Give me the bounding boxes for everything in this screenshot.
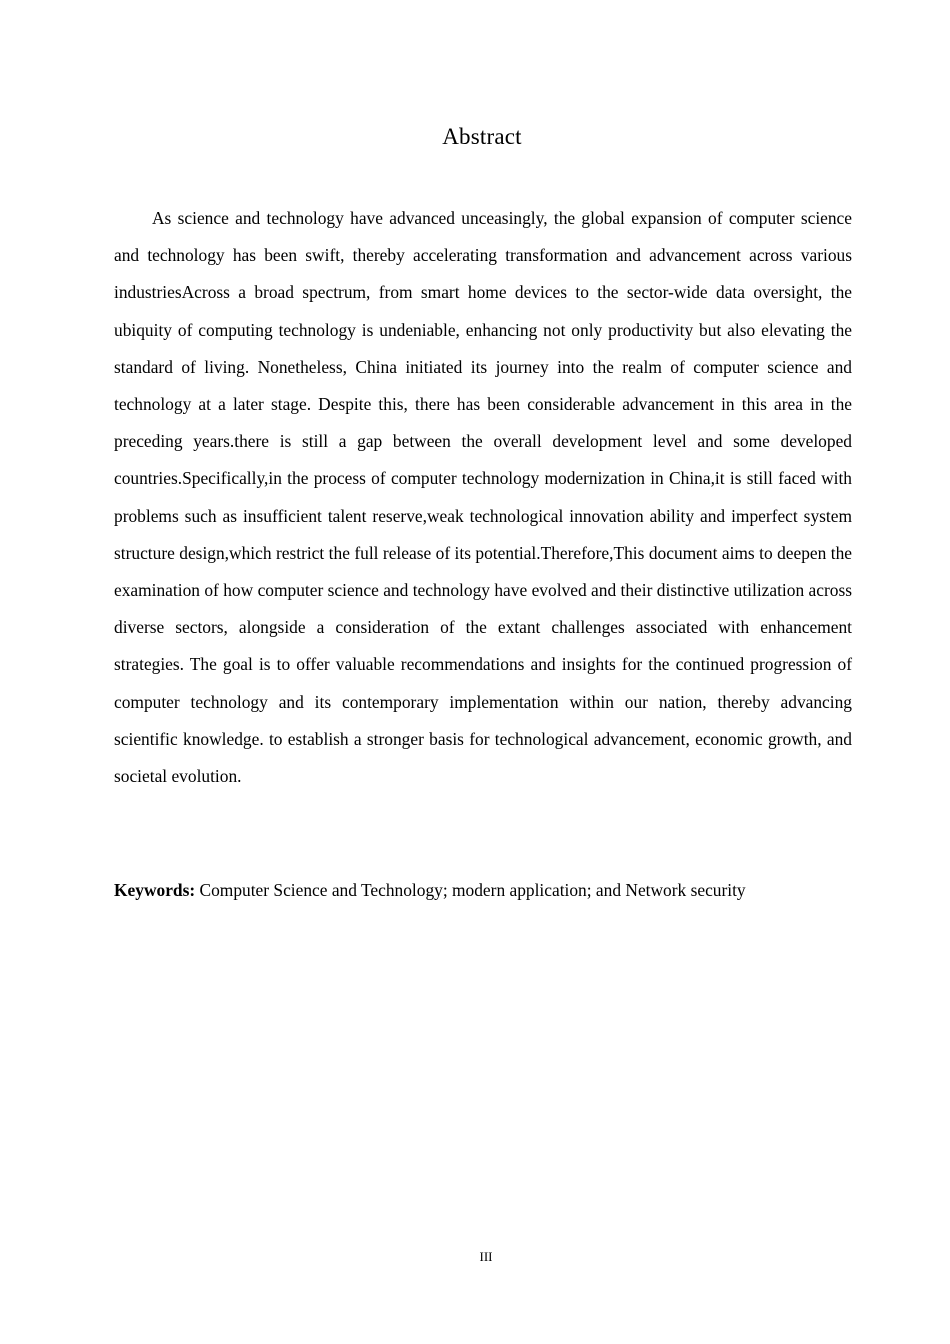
- keywords-text: Computer Science and Technology; modern application; and Network security: [199, 880, 746, 900]
- page-number: III: [479, 1249, 493, 1264]
- abstract-title: Abstract: [442, 124, 522, 149]
- keywords-line: [114, 874, 852, 906]
- keywords-label: Keywords:: [114, 880, 196, 900]
- abstract-paragraph: As science and technology have advanced unceasingly, the global expansion of computer science and technology has been swift, thereby accelerating transformation and advancement across various industriesAcross a broad spectrum, from smart home devices to the sector-wide data oversight, the ubiquity of computing technology is undeniable, enhancing not only productivity but also elevating the standard of living. Nonetheless, China initiated its journey into the realm of computer science and technology at a later stage. Despite this, there has been considerable advancement in this area in the preceding years.there is still a gap between the overall development level and some developed countries.Specifically,in the process of computer technology modernization in China,it is still faced with problems such as insufficient talent reserve,weak technological innovation ability and imperfect system structure design,which restrict the full release of its potential.Therefore,This document aims to deepen the examination of how computer science and technology have evolved and their distinctive utilization across diverse sectors, alongside a consideration of the extant challenges associated with enhancement strategies. The goal is to offer valuable recommendations and insights for the continued progression of computer technology and its contemporary implementation within our nation, thereby advancing scientific knowledge. to establish a stronger basis for technological advancement, economic growth, and societal evolution.: [114, 208, 852, 787]
